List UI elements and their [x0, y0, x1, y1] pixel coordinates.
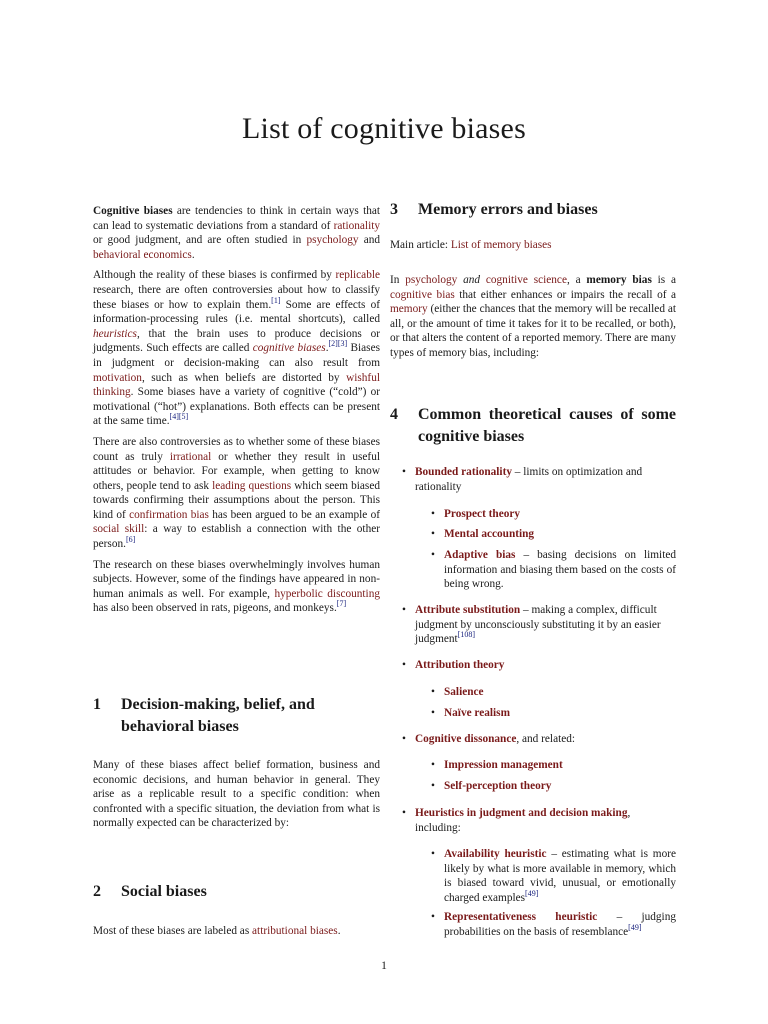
link-mental-accounting[interactable]: Mental accounting: [444, 528, 535, 540]
intro-paragraph-2: Although the reality of these biases is confirmed by replicable research, there are often controversies about how to classify these biases or how to explain them.[1] Some are effects of information-processing rules (i.e. mental shortcuts), called heuristics, that the brain uses to produce decisions or judgments. Such effects are called cognitive biases.[2][3] Biases in judgment or decision-making can also result from motivation, such as when beliefs are distorted by wishful thinking. Some biases have a variety of cognitive (“cold”) or motivational (“hot”) explanations. Both effects can be present at the same time.[4][5]: [93, 269, 380, 428]
main-article-note: Main article: List of memory biases: [390, 239, 552, 251]
list-item-adaptive-bias: • Adaptive bias – basing decisions on limited information and biasing them based on the costs of being wrong.: [444, 548, 676, 592]
link-psychology[interactable]: psychology: [306, 234, 359, 247]
link-representativeness-heuristic[interactable]: Representativeness heuristic: [444, 911, 598, 923]
section-1-heading: 1 Decision-making, belief, and behavioral biases: [93, 696, 315, 735]
term-bold: Cognitive biases: [93, 205, 173, 217]
list-item-mental-accounting: [444, 527, 676, 542]
list-item-self-perception-theory: [444, 779, 676, 794]
list-item-availability-heuristic: • Availability heuristic – estimating what is more likely by what is more available in memory, which is biased toward vivid, unusual, or emotionally charged examples[49]: [444, 847, 676, 905]
list-item-bounded-rationality: • Bounded rationality – limits on optimization and rationality: [415, 465, 676, 494]
link-psychology-2[interactable]: psychology: [405, 274, 458, 286]
link-leading-questions[interactable]: leading questions: [212, 479, 292, 492]
section-1-text: Many of these biases affect belief formation, business and economic decisions, and human behavior in general. They arise as a replicable result to a specific condition: when confronted with a specific situation, the deviation from what is normally expected can be characterized by:: [93, 759, 380, 830]
link-memory[interactable]: memory: [390, 303, 428, 316]
ref-7[interactable]: [7]: [336, 599, 347, 609]
ref-49-a[interactable]: [49]: [525, 889, 539, 899]
ref-108[interactable]: [108]: [457, 630, 476, 640]
link-heuristics[interactable]: heuristics: [93, 327, 137, 340]
list-item-salience: [444, 685, 676, 700]
ref-6[interactable]: [6]: [125, 535, 136, 545]
list-item-naive-realism: [444, 706, 676, 721]
link-hyperbolic-discounting[interactable]: hyperbolic discounting: [274, 587, 380, 600]
link-impression-management[interactable]: Impression management: [444, 759, 563, 771]
link-adaptive-bias[interactable]: Adaptive bias: [444, 549, 516, 561]
link-list-of-memory-biases[interactable]: List of memory biases: [450, 239, 552, 251]
section-2-heading: 2 Social biases: [93, 883, 207, 900]
link-availability-heuristic[interactable]: Availability heuristic: [444, 848, 547, 860]
intro-paragraph-4: The research on these biases overwhelmingly involves human subjects. However, some of the findings have appeared in non-human animals as well. For example, hyperbolic discounting has also been observed in rats, pigeons, and monkeys.[7]: [93, 558, 380, 615]
section-3-heading: 3 Memory errors and biases: [390, 201, 598, 218]
ref-1[interactable]: [1]: [271, 295, 281, 305]
page-title: List of cognitive biases: [242, 112, 526, 145]
link-attributional-biases[interactable]: attributional biases: [252, 925, 338, 937]
list-item-cognitive-dissonance: • Cognitive dissonance, and related:: [415, 732, 676, 747]
link-salience[interactable]: Salience: [444, 686, 484, 698]
list-item-representativeness-heuristic: • Representativeness heuristic – judging probabilities on the basis of resemblance[49]: [444, 910, 676, 939]
link-heuristics-judgment[interactable]: Heuristics in judgment and decision making: [415, 807, 628, 819]
link-motivation[interactable]: motivation: [93, 371, 142, 384]
link-self-perception-theory[interactable]: Self-perception theory: [444, 780, 552, 792]
link-attribute-substitution[interactable]: Attribute substitution: [415, 604, 521, 616]
link-cognitive-science[interactable]: cognitive science: [485, 274, 567, 286]
section-4-heading: 4 Common theoretical causes of some cognitive biases: [390, 406, 676, 445]
intro-paragraph-1: Cognitive biases are tendencies to think in certain ways that can lead to systematic deviations from a standard of rationality or good judgment, and are often studied in psychology and behavioral economics.: [93, 205, 381, 261]
link-cognitive-biases[interactable]: cognitive biases: [252, 342, 326, 355]
link-wishful-thinking[interactable]: wishful thinking: [93, 371, 380, 399]
link-behavioral-economics[interactable]: behavioral economics: [93, 248, 192, 261]
link-social-skill[interactable]: social skill: [93, 523, 145, 536]
ref-2-3[interactable]: [2][3]: [328, 339, 348, 349]
link-irrational[interactable]: irrational: [169, 450, 212, 463]
link-prospect-theory[interactable]: Prospect theory: [444, 508, 521, 520]
link-bounded-rationality[interactable]: Bounded rationality: [415, 466, 512, 478]
intro-column: [93, 204, 380, 616]
link-attribution-theory[interactable]: Attribution theory: [415, 659, 505, 671]
ref-49-b[interactable]: [49]: [628, 922, 642, 932]
section-2-text: Most of these biases are labeled as attributional biases.: [93, 925, 341, 937]
link-cognitive-dissonance[interactable]: Cognitive dissonance: [415, 733, 517, 745]
section-3-text: In psychology and cognitive science, a memory bias is a cognitive bias that either enhances or impairs the recall of a memory (either the chances that the memory will be recalled at all, or the amount of time it takes for it to be recalled, or both), or that alters the content of a reported memory. There are many types of memory bias, including:: [390, 274, 676, 359]
intro-paragraph-3: There are also controversies as to whether some of these biases count as truly irrational or whether they result in useful attitudes or behavior. For example, when getting to know others, people tend to ask leading questions which seem biased towards confirming their assumptions about the person. This kind of confirmation bias has been argued to be an example of social skill: a way to establish a connection with the other person.[6]: [93, 435, 380, 551]
link-replicable[interactable]: replicable: [335, 269, 380, 282]
link-naive-realism[interactable]: Naïve realism: [444, 707, 510, 719]
link-confirmation-bias[interactable]: confirmation bias: [129, 508, 209, 521]
list-item-impression-management: [444, 758, 676, 773]
link-cognitive-bias[interactable]: cognitive bias: [390, 288, 455, 301]
ref-4-5[interactable]: [4][5]: [169, 412, 189, 422]
list-item-attribution-theory: [415, 658, 676, 673]
list-item-attribute-substitution: • Attribute substitution – making a complex, difficult judgment by unconsciously substituting it by an easier judgment[108]: [415, 603, 676, 647]
list-item-prospect-theory: [444, 507, 676, 522]
link-rationality[interactable]: rationality: [333, 219, 380, 232]
page-number: 1: [381, 960, 387, 972]
list-item-heuristics: • Heuristics in judgment and decision making, including:: [415, 806, 676, 835]
